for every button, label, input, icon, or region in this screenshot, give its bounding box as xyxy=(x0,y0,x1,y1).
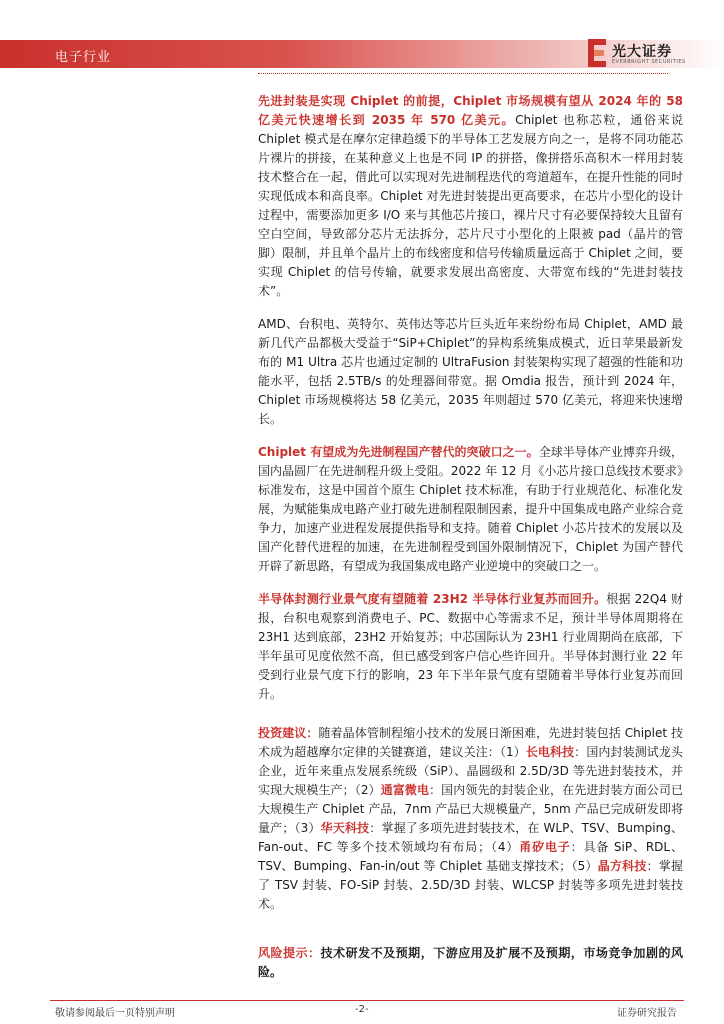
page-number: -2- xyxy=(355,1004,369,1015)
paragraph-text: ：国内领先的封装企业，在先进封装方面公司已大规模生产 Chiplet 产品，7nm 产品已大规模量产，5nm 产品已完成研发即将量产；（3） xyxy=(258,783,683,835)
footer-divider xyxy=(50,1000,684,1001)
footer-disclaimer: 敬请参阅最后一页特别声明 xyxy=(55,1008,175,1019)
paragraph-highlight: Chiplet 有望成为先进制程国产替代的突破口之一。 xyxy=(258,445,539,459)
investment-advice-label: 投资建议： xyxy=(258,726,319,740)
company-name: 通富微电 xyxy=(380,783,430,797)
paragraph-text: 随着晶体管制程缩小技术的发展日渐困难，先进封装包括 Chiplet 技术成为超越摩尔定律的关键赛道，建议关注：（1） xyxy=(258,726,683,759)
report-body xyxy=(258,92,683,996)
paragraph-highlight: 半导体封测行业景气度有望随着 23H2 半导体行业复苏而回升。 xyxy=(258,592,607,606)
paragraph-investment-advice xyxy=(258,724,683,914)
company-name: 甬矽电子 xyxy=(519,840,571,854)
paragraph-domestic-substitution xyxy=(258,443,683,576)
brand-name: 光大证券 xyxy=(612,44,672,60)
paragraph-text: ：掌握了 TSV 封装、FO-SiP 封装、2.5D/3D 封装、WLCSP 封装等多项先进封装技术。 xyxy=(258,859,683,911)
paragraph-text: ：具备 SiP、RDL、TSV、Bumping、Fan-in/out 等 Chiplet 基础支撑技术；（5） xyxy=(258,840,683,873)
brand-name-en: EVERBRIGHT SECURITIES xyxy=(612,59,686,65)
paragraph-text: 全球半导体产业博弈升级，国内晶圆厂在先进制程升级上受阻。2022 年 12 月《小芯片接口总线技术要求》标准发布，这是中国首个原生 Chiplet 技术标准，有助于行业规范化、标准化发展，为赋能集成电路产业打破先进制程限制因素，提升中国集成电路产业综合竞争力，加速产业进程发展提供指导和支持。随着 Chiplet 小芯片技术的发展以及国产化替代进程的加速，在先进制程受到国外限制情况下，Chiplet 为国产替代开辟了新思路，有望成为我国集成电路产业逆境中的突破口之一。 xyxy=(258,445,683,573)
paragraph-text: ：国内封装测试龙头企业，近年来重点发展系统级（SiP）、晶圆级和 2.5D/3D 等先进封装技术，并实现大规模生产；（2） xyxy=(258,745,683,797)
risk-warning-text: 技术研发不及预期，下游应用及扩展不及预期，市场竞争加剧的风险。 xyxy=(258,946,683,979)
paragraph-highlight: 先进封装是实现 Chiplet 的前提，Chiplet 市场规模有望从 2024 年的 58 亿美元快速增长到 2035 年 570 亿美元。 xyxy=(258,94,683,127)
paragraph-chiplet-premise xyxy=(258,92,683,301)
company-name: 华天科技 xyxy=(320,821,370,835)
paragraph-chiplet-market xyxy=(258,315,683,429)
company-name: 晶方科技 xyxy=(597,859,647,873)
paragraph-text: ：掌握了多项先进封装技术，在 WLP、TSV、Bumping、Fan-out、FC 等多个技术领域均有布局；（4） xyxy=(258,821,683,854)
paragraph-risk-warning xyxy=(258,944,683,982)
logo-mark-icon xyxy=(588,39,606,67)
header-divider xyxy=(258,73,668,74)
brand-logo xyxy=(588,38,698,70)
paragraph-packaging-recovery xyxy=(258,590,683,704)
paragraph-text: Chiplet 也称芯粒，通俗来说 Chiplet 模式是在摩尔定律趋缓下的半导体工艺发展方向之一，是将不同功能芯片裸片的拼接，在某种意义上也是不同 IP 的拼搭，像拼搭乐高积木一样用封装技术整合在一起，借此可以实现对先进制程迭代的弯道超车，在提升性能的同时实现低成本和高良率。Chiplet 对先进封装提出更高要求，在芯片小型化的设计过程中，需要添加更多 I/O 来与其他芯片接口，裸片尺寸有必要保持较大且留有空白空间，导致部分芯片无法拆分，芯片尺寸小型化的上限被 pad（晶片的管脚）限制，并且单个晶片上的布线密度和信号传输质量远高于 Chiplet 之间，要实现 Chiplet 的信号传输，就要求发展出高密度、大带宽布线的“先进封装技术”。 xyxy=(258,113,683,298)
risk-warning-label: 风险提示： xyxy=(258,946,321,960)
paragraph-text: 根据 22Q4 财报，台积电观察到消费电子、PC、数据中心等需求不足，预计半导体周期将在 23H1 达到底部，23H2 开始复苏；中芯国际认为 23H1 行业周期尚在底部，下半年虽可见度依然不高，但已感受到客户信心些许回升。半导体封测行业 22 年受到行业景气度下行的影响，23 年下半年景气度有望随着半导体行业复苏而回升。 xyxy=(258,592,683,701)
industry-label: 电子行业 xyxy=(55,50,112,65)
company-name: 长电科技 xyxy=(525,745,575,759)
paragraph-text: AMD、台积电、英特尔、英伟达等芯片巨头近年来纷纷布局 Chiplet，AMD 最新几代产品都极大受益于“SiP+Chiplet”的异构系统集成模式，近日苹果最新发布的 M1 Ultra 芯片也通过定制的 UltraFusion 封装架构实现了超强的性能和功能水平，包括 2.5TB/s 的处理器间带宽。据 Omdia 报告，预计到 2024 年，Chiplet 市场规模将达 58 亿美元，2035 年则超过 570 亿美元，将迎来快速增长。 xyxy=(258,317,683,426)
footer-report-type: 证券研究报告 xyxy=(617,1008,677,1019)
